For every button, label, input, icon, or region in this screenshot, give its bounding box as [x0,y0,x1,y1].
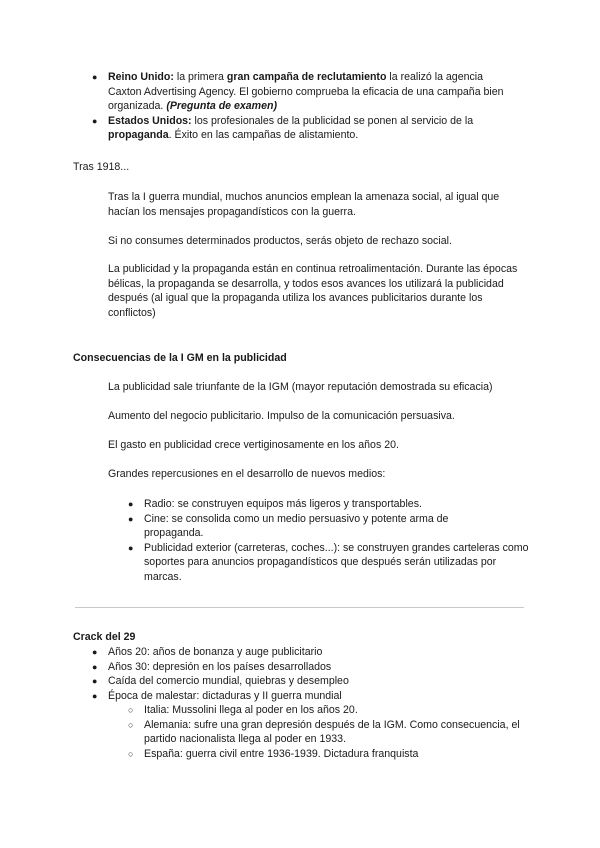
subitem-text: Alemania: sufre una gran depresión después de la IGM. Como consecuencia, el partido nacionalista llega al poder en 1933. [144,718,520,746]
crack-item-text: Años 20: años de bonanza y auge publicitario [108,646,323,658]
bullet-icon: ● [92,676,98,687]
list-item [92,660,528,675]
bullet-icon: ● [92,647,98,657]
bullet-icon: ● [92,661,98,672]
media-item-text: Publicidad exterior (carreteras, coches...): se construyen grandes carteleras como soportes para anuncios propagandísticos que después serán utilizadas por marcas. [144,541,529,583]
bullet-lead: Reino Unido: [108,71,174,83]
crack-item-text: Años 30: depresión en los países desarrollados [108,660,332,673]
bullet-icon: ● [128,513,134,524]
bullet-text: la primera [173,71,227,83]
list-item [92,689,528,704]
media-item-text: Radio: se construyen equipos más ligeros y transportables. [144,498,422,510]
section-heading: Crack del 29 [73,631,136,643]
list-item [92,70,518,114]
list-item [92,645,528,660]
bullet-bold: propaganda [108,129,169,142]
subitem-text: España: guerra civil entre 1936-1939. Dictadura franquista [144,747,419,760]
paragraph: Si no consumes determinados productos, serás objeto de rechazo social. [108,235,452,247]
bullet-text: . Éxito en las campañas de alistamiento. [168,129,359,142]
crack-list [92,645,528,703]
media-item-text: Cine: se consolida como un medio persuasivo y potente arma de propaganda. [144,512,449,540]
hollow-bullet-icon: ○ [128,748,134,759]
list-item [128,703,534,718]
paragraph: La publicidad y la propaganda están en continua retroalimentación. Durante las épocas bélicas, la propaganda se desarrolla, y todos esos avances los utilizará la publicidad después (al igual que la propaganda utiliza los avances publicitarios durante los conflictos) [108,263,518,319]
bullet-bold: gran campaña de reclutamiento [226,71,387,83]
bullet-text: los profesionales de la publicidad se ponen al servicio de la [191,114,474,127]
crack-item-text: Época de malestar: dictaduras y II guerra mundial [108,689,342,702]
crack-sublist [128,703,534,761]
bullet-text: la realizó la agencia Caxton Advertising Agency. El gobierno comprueba la eficacia de una campaña bien organizada. [108,71,504,113]
media-list [128,497,534,585]
paragraph: Grandes repercusiones en el desarrollo de nuevos medios: [108,468,386,480]
paragraph: El gasto en publicidad crece vertiginosamente en los años 20. [108,439,399,451]
list-item [128,512,474,541]
bullet-lead: Estados Unidos: [108,114,192,127]
bullet-icon: ● [128,542,134,553]
subitem-text: Italia: Mussolini llega al poder en los años 20. [144,704,358,716]
list-item [128,747,534,762]
hollow-bullet-icon: ○ [128,719,134,730]
crack-item-text: Caída del comercio mundial, quiebras y desempleo [108,675,349,688]
list-item [128,541,534,585]
section-heading: Consecuencias de la I GM en la publicidad [73,352,287,364]
bullet-icon: ● [92,690,98,701]
paragraph: La publicidad sale triunfante de la IGM (mayor reputación demostrada su eficacia) [108,381,493,393]
bullet-icon: ● [92,115,98,126]
list-item [128,497,534,512]
list-item [92,114,518,143]
horizontal-divider [75,607,524,608]
list-item [92,674,528,689]
tras-label: Tras 1918... [73,161,130,173]
paragraph: Aumento del negocio publicitario. Impulso de la comunicación persuasiva. [108,410,455,422]
hollow-bullet-icon: ○ [128,705,134,715]
exam-note: (Pregunta de examen) [166,100,277,113]
paragraph: Tras la I guerra mundial, muchos anuncios emplean la amenaza social, al igual que hacían los mensajes propagandísticos con la guerra. [108,191,500,218]
top-bullet-list [92,70,518,143]
bullet-icon: ● [92,72,98,82]
bullet-icon: ● [128,499,134,509]
list-item [128,718,534,747]
